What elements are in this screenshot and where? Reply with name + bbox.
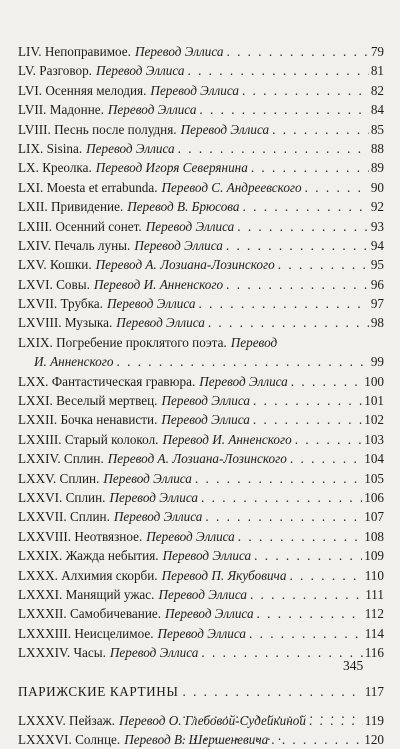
toc-entry (18, 488, 384, 507)
dot-leader (278, 255, 369, 274)
entry-translator: Перевод И. Анненского (162, 431, 292, 447)
dot-leader (291, 372, 362, 391)
entry-page-number: 94 (370, 237, 384, 253)
entry-title: Часы. (73, 645, 106, 661)
toc-entry-lxix (18, 333, 384, 352)
entry-page-number: 110 (364, 567, 384, 583)
entry-number: LXXV. (18, 470, 57, 486)
entry-page-number: 120 (364, 731, 384, 747)
entry-page-number: 103 (364, 431, 384, 447)
entry-translator: Перевод (230, 334, 278, 350)
toc-entry (18, 178, 384, 197)
dot-leader (253, 391, 362, 410)
toc-entry (18, 566, 384, 585)
entry-page-number: 101 (364, 393, 384, 409)
entry-translator: Перевод Эллиса (180, 121, 270, 137)
entry-number: LXII. (18, 199, 48, 215)
toc-entry (18, 391, 384, 410)
section-title: ПАРИЖСКИЕ КАРТИНЫ (18, 683, 179, 699)
entry-translator: Перевод О. Глебовой-Судейкиной (118, 712, 306, 728)
entry-number: LXXX. (18, 567, 58, 583)
toc-entry-lxix-continued (18, 352, 384, 371)
entry-title: Сплин. (70, 509, 110, 525)
entry-translator: Перевод Эллиса (95, 63, 185, 79)
entry-translator: Перевод Игоря Северянина (95, 160, 248, 176)
entry-translator: Перевод Эллиса (157, 625, 247, 641)
entry-number: LXVII. (18, 296, 58, 312)
entry-page-number: 98 (370, 315, 384, 331)
dot-leader (289, 566, 362, 585)
entry-title: Пейзаж. (69, 712, 115, 728)
dot-leader (238, 527, 362, 546)
dot-leader (250, 585, 363, 604)
entry-title: Креолка. (42, 160, 92, 176)
entry-translator: Перевод В. Брюсова (127, 199, 240, 215)
entry-page-number: 107 (364, 509, 384, 525)
toc-entry (18, 217, 384, 236)
entry-title: Сплин. (63, 451, 104, 467)
entry-page-number: 105 (364, 470, 384, 486)
entry-number: LXX. (18, 373, 49, 389)
entry-number: LXVIII. (18, 315, 62, 331)
entry-title: Бочка ненависти. (60, 412, 158, 428)
table-of-contents (18, 42, 384, 749)
entry-title: Сплин. (65, 489, 106, 505)
entry-translator: Перевод В. Шершеневича (124, 731, 269, 747)
entry-number: LXIV. (18, 237, 52, 253)
toc-entry (18, 507, 384, 526)
dot-leader (253, 410, 362, 429)
toc-entry (18, 42, 384, 61)
entry-translator: Перевод Эллиса (145, 218, 235, 234)
toc-entry (18, 120, 384, 139)
entry-title: Разговор. (39, 63, 92, 79)
entry-page-number: 95 (370, 257, 384, 273)
dot-leader (226, 236, 369, 255)
entry-title: Осенний сонет. (55, 218, 142, 234)
entry-translator: Перевод Эллиса (161, 393, 250, 409)
entry-page-number: 96 (370, 276, 384, 292)
dot-leader (205, 507, 362, 526)
dot-leader (251, 158, 369, 177)
entry-title: Фантастическая гравюра. (51, 373, 196, 389)
entry-title: Солнце. (75, 731, 121, 747)
entry-page-number: 89 (370, 160, 384, 176)
entry-translator: Перевод Эллиса (103, 470, 192, 486)
entry-title: Музыка. (64, 315, 113, 331)
toc-entry (18, 604, 384, 623)
toc-entry (18, 730, 384, 749)
entry-translator-continued: И. Анненского (34, 354, 114, 370)
dot-leader (290, 449, 362, 468)
entry-translator: Перевод Эллиса (109, 489, 198, 505)
entry-page-number: 90 (370, 179, 384, 195)
dot-leader (201, 643, 362, 662)
entry-number: LXIX. (18, 334, 53, 350)
section-page-number: 117 (364, 683, 384, 699)
dot-leader (199, 100, 368, 119)
entry-page-number: 108 (364, 528, 384, 544)
entry-number: LXXXII. (18, 606, 67, 622)
entry-number: LVI. (18, 82, 43, 98)
entry-number: LXXIV. (18, 451, 61, 467)
entry-page-number: 82 (370, 82, 384, 98)
dot-leader (187, 61, 368, 80)
entry-translator: Перевод Эллиса (113, 509, 203, 525)
dot-leader (271, 730, 362, 749)
toc-entry (18, 546, 384, 565)
toc-entry (18, 61, 384, 80)
entry-translator: Перевод И. Анненского (93, 276, 224, 292)
entry-page-number: 114 (364, 625, 384, 641)
entry-title: Кошки. (50, 257, 92, 273)
entry-number: LXI. (18, 179, 44, 195)
dot-leader (198, 294, 368, 313)
dot-leader (201, 488, 362, 507)
entry-translator: Перевод Эллиса (146, 528, 235, 544)
entry-page-number: 88 (370, 140, 384, 156)
entry-translator: Перевод А. Лозиана-Лозинского (95, 257, 275, 273)
entry-title: Мадонне. (49, 102, 104, 118)
entry-number: LXXXV. (18, 712, 66, 728)
entry-number: LXXIII. (18, 431, 62, 447)
entry-number: LXXII. (18, 412, 58, 428)
toc-entry (18, 469, 384, 488)
entry-number: LXXVII. (18, 509, 67, 525)
entry-title: Жажда небытия. (65, 548, 159, 564)
toc-entry (18, 255, 384, 274)
entry-number: LXXXI. (18, 586, 63, 602)
toc-entry (18, 585, 384, 604)
toc-entry (18, 197, 384, 216)
entry-page-number: 111 (365, 586, 384, 602)
entry-translator: Перевод Эллиса (107, 102, 197, 118)
dot-leader (208, 313, 369, 332)
entry-title: Алхимия скорби. (61, 567, 158, 583)
toc-entry (18, 711, 384, 730)
entry-title: Старый колокол. (64, 431, 159, 447)
entry-number: LXIII. (18, 218, 53, 234)
section-heading (18, 681, 384, 703)
entry-title: Самобичевание. (70, 606, 162, 622)
entry-number: LXXIX. (18, 548, 63, 564)
entry-translator: Перевод Эллиса (165, 606, 254, 622)
entry-page-number: 102 (364, 412, 384, 428)
dot-leader (309, 711, 363, 730)
toc-entry (18, 294, 384, 313)
entry-translator: Перевод П. Якубовича (161, 567, 287, 583)
entry-number: LXXI. (18, 393, 53, 409)
toc-entry (18, 643, 384, 662)
entry-page-number: 79 (370, 44, 384, 59)
toc-entry (18, 100, 384, 119)
entry-title: Печаль луны. (54, 237, 131, 253)
dot-leader (242, 81, 369, 100)
entry-translator: Перевод Эллиса (134, 44, 224, 59)
entry-page-number: 119 (364, 712, 384, 728)
entry-number: LIV. (18, 44, 42, 59)
dot-leader (295, 430, 362, 449)
entry-page-number: 93 (370, 218, 384, 234)
entry-translator: Перевод Эллиса (162, 548, 252, 564)
entry-translator: Перевод Эллиса (134, 237, 223, 253)
entry-title: Sisina. (46, 140, 83, 156)
entry-page-number: 85 (370, 121, 384, 137)
entry-page-number: 92 (370, 199, 384, 215)
entry-title: Совы. (56, 276, 90, 292)
entry-page-number: 104 (364, 451, 384, 467)
entry-number: LXXVIII. (18, 528, 72, 544)
toc-entry (18, 410, 384, 429)
entry-title: Песнь после полудня. (54, 121, 177, 137)
toc-entry (18, 139, 384, 158)
dot-leader (249, 624, 363, 643)
dot-leader (178, 139, 369, 158)
toc-entry (18, 372, 384, 391)
dot-leader (272, 120, 369, 139)
toc-entry (18, 313, 384, 332)
toc-entry (18, 275, 384, 294)
entry-page-number: 84 (370, 102, 384, 118)
entry-title: Погребение проклятого поэта. (56, 334, 227, 350)
entry-title: Веселый мертвец. (56, 393, 158, 409)
entry-translator: Перевод Эллиса (116, 315, 205, 331)
entry-translator: Перевод С. Андреевского (161, 179, 302, 195)
entry-title: Неисцелимое. (74, 625, 154, 641)
entry-number: LXXXIV. (18, 645, 71, 661)
entry-page-number: 116 (364, 645, 384, 661)
dot-leader (226, 275, 369, 294)
entry-title: Неотвязное. (74, 528, 143, 544)
entry-number: LV. (18, 63, 36, 79)
entry-number: LXXXVI. (18, 731, 72, 747)
toc-entry (18, 449, 384, 468)
entry-translator: Перевод Эллиса (161, 412, 250, 428)
dot-leader (226, 42, 368, 61)
page-folio: 345 (343, 658, 364, 673)
entry-translator: Перевод Эллиса (199, 373, 288, 389)
entry-page-number: 97 (370, 296, 384, 312)
entry-translator: Перевод Эллиса (86, 140, 175, 156)
entry-title: Непоправимое. (44, 44, 131, 59)
entry-number: LXV. (18, 257, 47, 273)
entry-number: LXXXIII. (18, 625, 72, 641)
entry-number: LXVI. (18, 276, 53, 292)
entry-number: LXXVI. (18, 489, 63, 505)
dot-leader (243, 197, 369, 216)
entry-page-number: 106 (364, 489, 384, 505)
toc-entry (18, 81, 384, 100)
toc-entry (18, 158, 384, 177)
dot-leader (257, 604, 363, 623)
entry-translator: Перевод Эллиса (150, 82, 239, 98)
entry-title: Сплин. (59, 470, 100, 486)
entry-number: LX. (18, 160, 39, 176)
entry-title: Осенняя мелодия. (45, 82, 147, 98)
dot-leader (305, 178, 369, 197)
entry-page-number: 112 (364, 606, 384, 622)
entry-page-number: 81 (370, 63, 384, 79)
entry-translator: Перевод Эллиса (158, 586, 247, 602)
dot-leader (237, 217, 369, 236)
toc-entry (18, 236, 384, 255)
entry-translator: Перевод Эллиса (109, 645, 199, 661)
entry-title: Трубка. (60, 296, 103, 312)
entry-title: Манящий ужас. (65, 586, 155, 602)
dot-leader (195, 469, 362, 488)
toc-entry (18, 527, 384, 546)
dot-leader (117, 352, 369, 371)
entry-title: Moesta et errabunda. (46, 179, 158, 195)
entry-number: LVIII. (18, 121, 51, 137)
entry-page-number: 99 (370, 354, 384, 370)
entry-page-number: 100 (364, 373, 384, 389)
toc-entry (18, 624, 384, 643)
entry-translator: Перевод Эллиса (106, 296, 196, 312)
toc-entry (18, 430, 384, 449)
entry-title: Привидение. (50, 199, 124, 215)
entry-page-number: 109 (364, 548, 384, 564)
dot-leader (254, 546, 362, 565)
entry-translator: Перевод А. Лозиана-Лозинского (107, 451, 287, 467)
entry-number: LVII. (18, 102, 47, 118)
entry-number: LIX. (18, 140, 44, 156)
